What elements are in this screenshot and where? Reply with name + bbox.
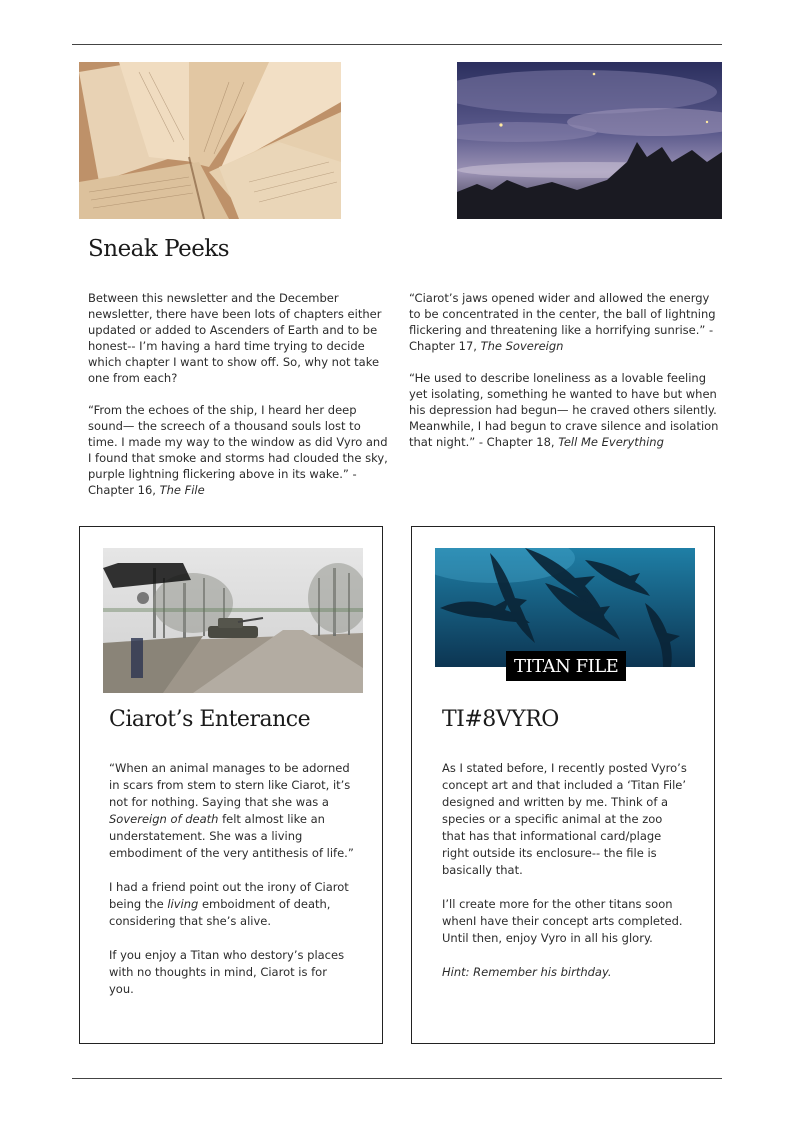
ciarot-text [109,760,354,998]
top-divider [72,44,722,45]
chapter-16-title: The File [159,483,205,497]
vyro-hint-text: Hint: Remember his birthday. [442,965,612,979]
ciarot-p2-start: I had a friend point out the irony of Ciarot being the [109,880,349,911]
ciarot-p1-end: felt almost like an understatement. She was a living embodiment of the very antithesis of life.” [109,812,354,860]
vyro-text [442,760,687,981]
night-sky-photo [457,62,722,219]
titan-file-badge: TITAN FILE [506,651,626,681]
chapter-16-quote-text: “From the echoes of the ship, I heard her deep sound— the screech of a thousand souls lost to time. I made my way to the window as did Vyro and I found that smoke and storms had clouded the sky, purple lightning flickering above in its wake.” - Chapter 16, [88,403,388,497]
chapter-17-quote [409,290,719,354]
chapter-18-quote [409,370,719,450]
vyro-paragraph-1: As I stated before, I recently posted Vyro’s concept art and that included a ‘Titan File’ designed and written by me. Think of a species or a specific animal at the zoo that has that informational card/plage right outside its enclosure-- the file is basically that. [442,761,687,877]
chapter-18-quote-text: “He used to describe loneliness as a lovable feeling yet isolating, something he wanted to have but when his depression had begun— he craved others silently. Meanwhile, I had begun to crave silence and isolation that night.” - Chapter 18, [409,371,719,449]
sharks-photo [435,548,695,667]
ciarot-p1-start: “When an animal manages to be adorned in scars from stem to stern like Ciarot, it’s not for nothing. Saying that she was a [109,761,351,809]
sneak-peeks-heading: Sneak Peeks [88,236,230,262]
ciarot-p1-italic: Sovereign of death [109,812,219,826]
ciarot-paragraph-3: If you enjoy a Titan who destory’s places with no thoughts in mind, Ciarot is for you. [109,948,345,996]
chapter-17-quote-text: “Ciarot’s jaws opened wider and allowed the energy to be concentrated in the center, the ball of lightning flickering and threatening like a horrifying sunrise.” - Chapter 17, [409,291,716,353]
vyro-heading: TI#8VYRO [442,707,559,732]
road-tank-photo [103,548,363,693]
vyro-paragraph-2: I’ll create more for the other titans soon whenI have their concept arts completed. Until then, enjoy Vyro in all his glory. [442,897,683,945]
books-photo [79,62,341,219]
ciarot-paragraph-1 [109,760,354,862]
bottom-divider [72,1078,722,1079]
ciarot-p2-italic: living [167,897,199,911]
ciarot-heading: Ciarot’s Enterance [109,707,311,732]
chapter-18-title: Tell Me Everything [558,435,664,449]
chapter-16-quote [88,402,388,498]
ciarot-paragraph-2 [109,879,354,930]
sneak-intro: Between this newsletter and the December newsletter, there have been lots of chapters either updated or added to Ascenders of Earth and to be honest-- I’m having a hard time trying to decide which chapter I want to show off. So, why not take one from each? [88,291,382,385]
sneak-peeks-left-column [88,290,388,498]
ciarot-p2-end: emboidment of death, considering that she’s alive. [109,897,331,928]
sneak-peeks-right-column [409,290,719,450]
vyro-hint [442,964,687,981]
chapter-17-title: The Sovereign [480,339,564,353]
